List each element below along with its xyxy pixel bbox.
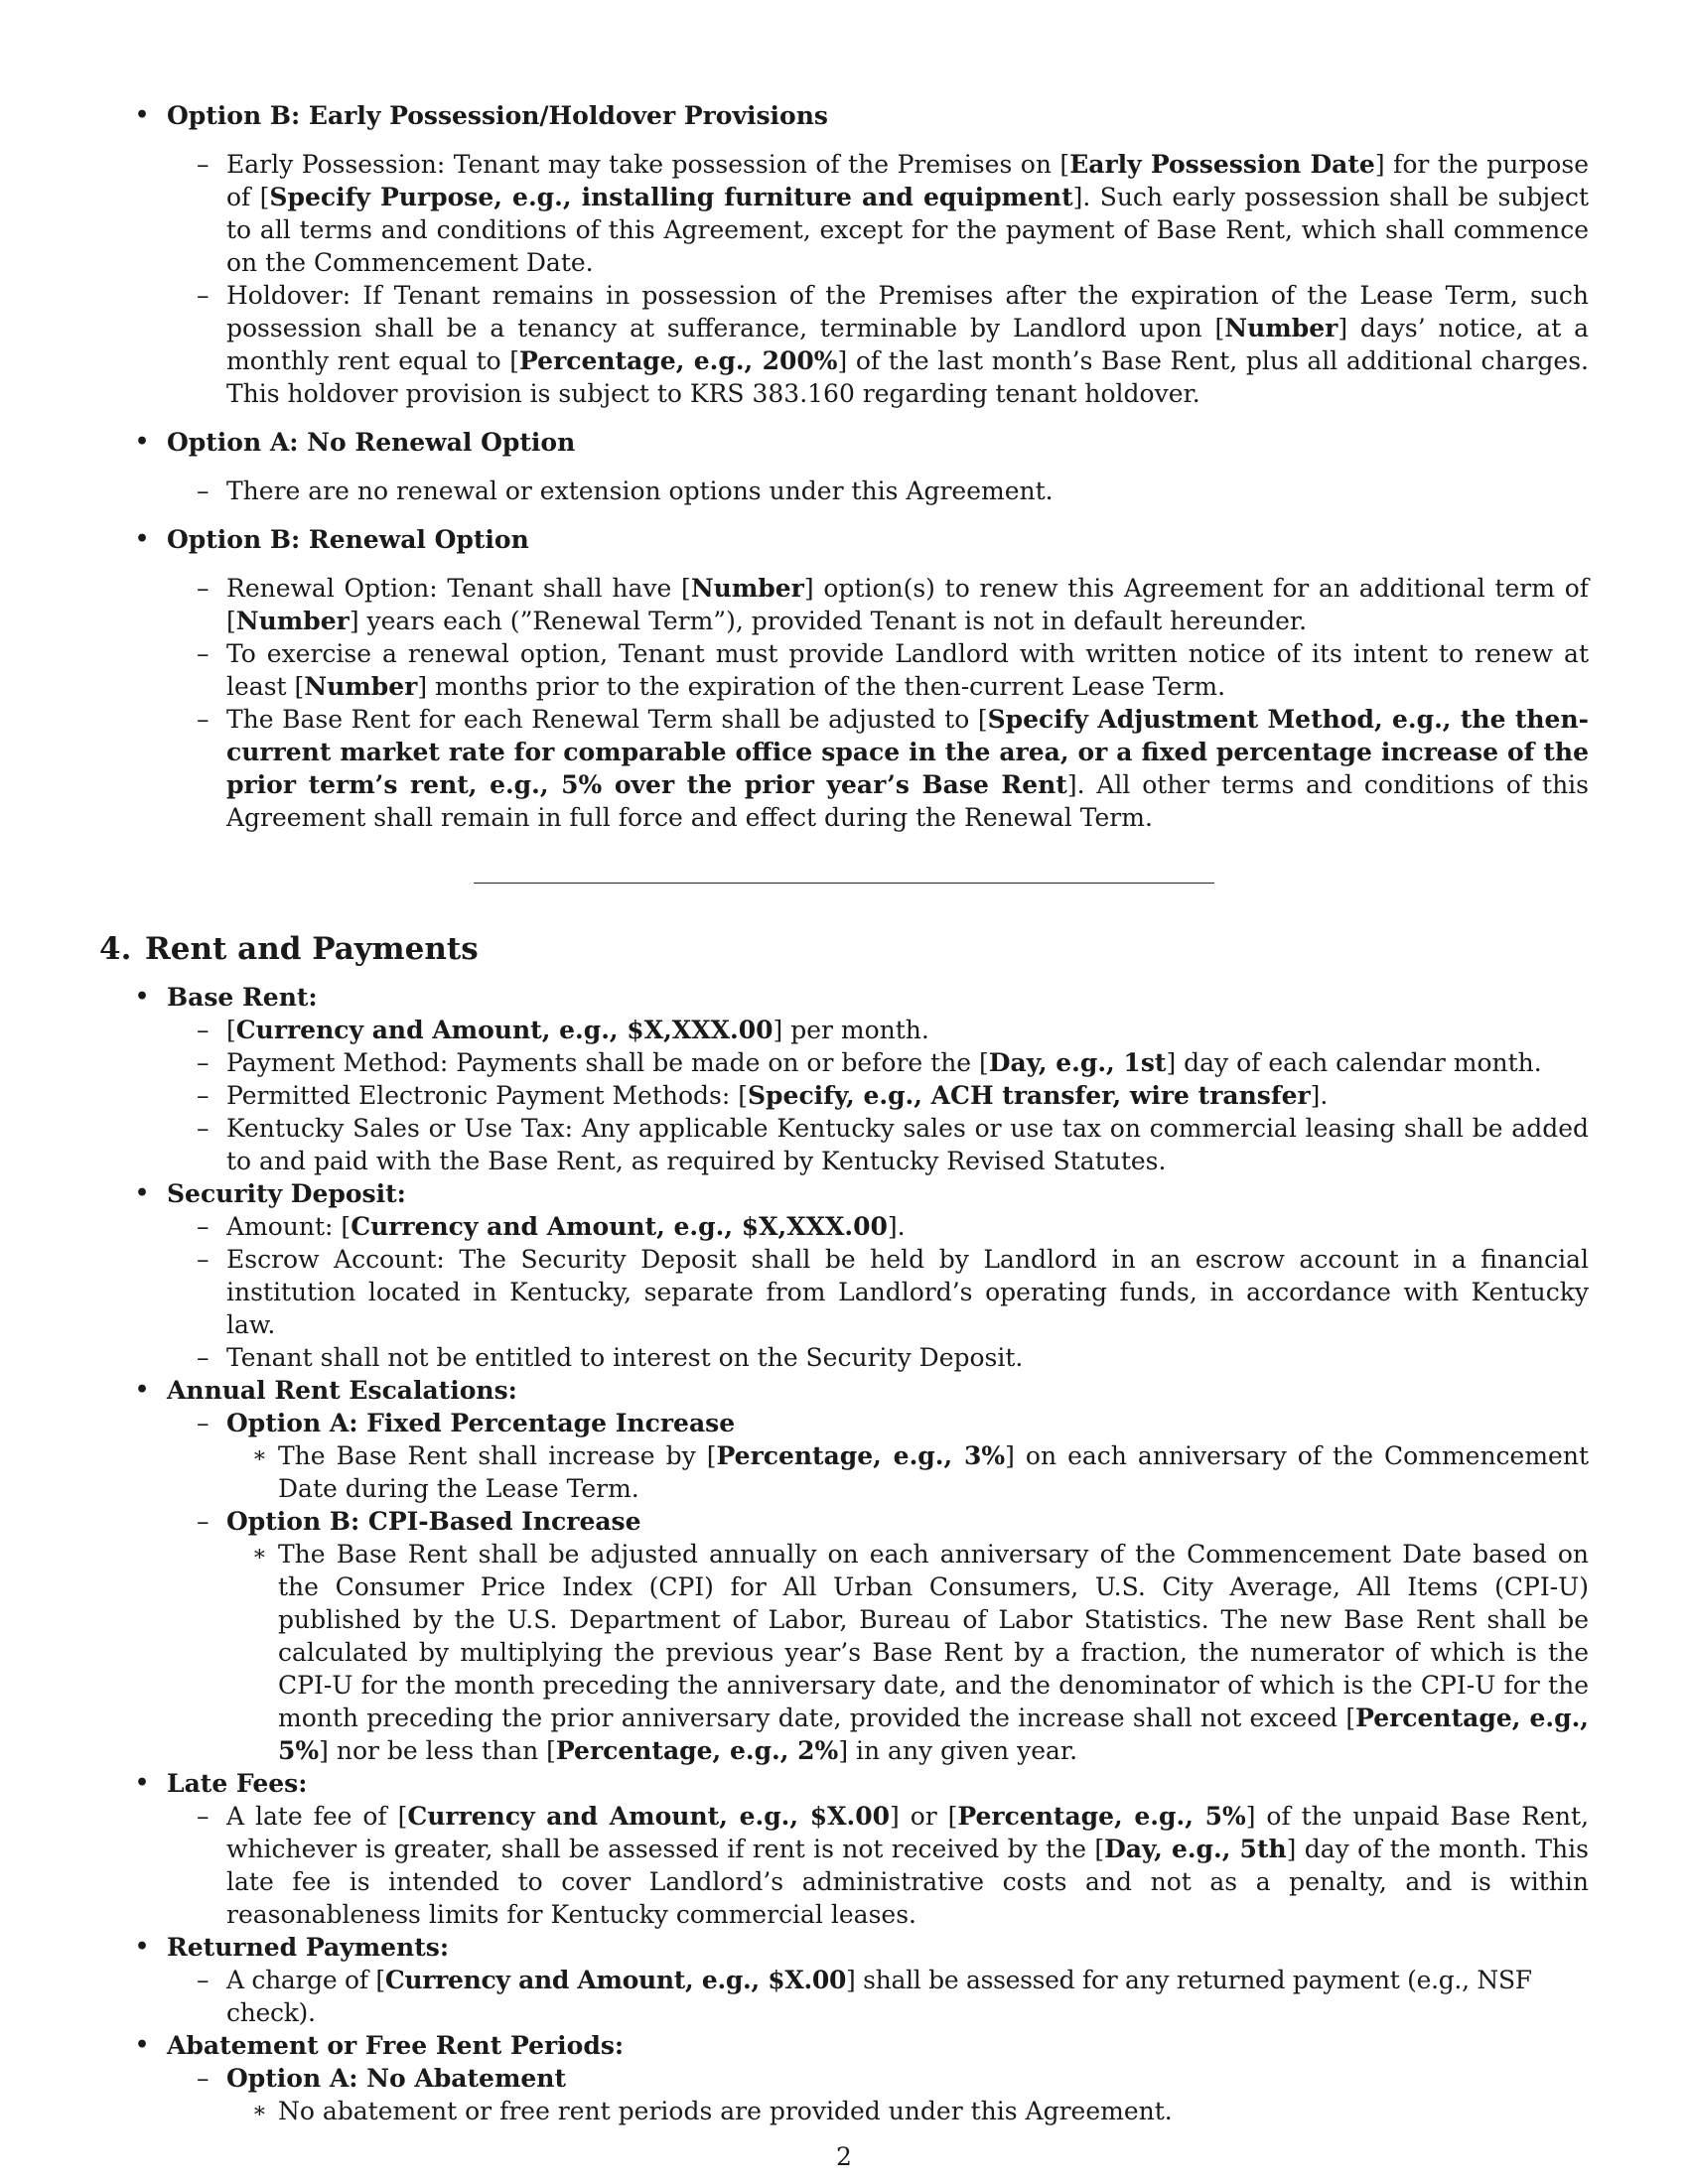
no-abatement-item: ∗ No abatement or free rent periods are provided under this Agreement. — [226, 2095, 1589, 2127]
late-fees-heading: • Late Fees: — [167, 1767, 1589, 1800]
fixed-percentage-option — [167, 1407, 1589, 1505]
security-deposit-heading: • Security Deposit: — [167, 1177, 1589, 1210]
possession-options — [0, 99, 1589, 834]
payment-method-item: – Payment Method: Payments shall be made on or before the [Day, e.g., 1st] day of each calendar month. — [167, 1046, 1589, 1079]
option-b-possession-heading: • Option B: Early Possession/Holdover Provisions — [167, 99, 1589, 132]
electronic-payment-item: – Permitted Electronic Payment Methods: [Specify, e.g., ACH transfer, wire transfer]. — [167, 1079, 1589, 1112]
fixed-percentage-heading: – Option A: Fixed Percentage Increase — [226, 1409, 736, 1437]
no-abatement-heading: – Option A: No Abatement — [226, 2064, 567, 2093]
option-b-renewal — [99, 523, 1589, 834]
deposit-amount-item: – Amount: [Currency and Amount, e.g., $X,XXX.00]. — [167, 1210, 1589, 1243]
option-a-renewal — [99, 426, 1589, 507]
base-rent — [99, 981, 1589, 1177]
abatement-heading: • Abatement or Free Rent Periods: — [167, 2029, 1589, 2062]
base-rent-heading: • Base Rent: — [167, 981, 1589, 1014]
late-fees — [99, 1767, 1589, 1931]
holdover-item: – Holdover: If Tenant remains in possession of the Premises after the expiration of the Lease Term, such possession shall be a tenancy at sufferance, terminable by Landlord upon [Number] days’ notice, at a monthly rent equal to [Percentage, e.g., 200%] of the last month’s Base Rent, plus all additional charges. This holdover provision is subject to KRS 383.160 regarding tenant holdover. — [167, 279, 1589, 410]
section-heading: 4. Rent and Payments — [99, 931, 479, 967]
cpi-item: ∗ The Base Rent shall be adjusted annually on each anniversary of the Commencement Date based on the Consumer Price Index (CPI) for All Urban Consumers, U.S. City Average, All Items (CPI-U) published by the U.S. Department of Labor, Bureau of Labor Statistics. The new Base Rent shall be calculated by multiplying the previous year’s Base Rent by a fraction, the numerator of which is the CPI-U for the month preceding the anniversary date, and the denominator of which is the CPI-U for the month preceding the prior anniversary date, provided the increase shall not exceed [Percentage, e.g., 5%] nor be less than [Percentage, e.g., 2%] in any given year. — [226, 1538, 1589, 1767]
security-deposit — [99, 1177, 1589, 1374]
late-fee-item: – A late fee of [Currency and Amount, e.g., $X.00] or [Percentage, e.g., 5%] of the unpaid Base Rent, whichever is greater, shall be assessed if rent is not received by the [Day, e.g., 5th] day of the month. This late fee is intended to cover Landlord’s administrative costs and not as a penalty, and is within reasonableness limits for Kentucky commercial leases. — [167, 1800, 1589, 1931]
returned-payments — [99, 1931, 1589, 2029]
no-renewal-item: – There are no renewal or extension options under this Agreement. — [167, 475, 1589, 507]
option-a-renewal-heading: • Option A: No Renewal Option — [167, 426, 1589, 459]
option-b-renewal-heading: • Option B: Renewal Option — [167, 523, 1589, 556]
fixed-percentage-item: ∗ The Base Rent shall increase by [Percentage, e.g., 3%] on each anniversary of the Commencement Date during the Lease Term. — [226, 1439, 1589, 1505]
returned-payment-item: – A charge of [Currency and Amount, e.g., $X.00] shall be assessed for any returned payment (e.g., NSF check). — [167, 1964, 1589, 2029]
renewal-option-item: – Renewal Option: Tenant shall have [Number] option(s) to renew this Agreement for an additional term of [Number] years each (”Renewal Term”), provided Tenant is not in default hereunder. — [167, 572, 1589, 637]
abatement — [99, 2029, 1589, 2127]
sales-tax-item: – Kentucky Sales or Use Tax: Any applicable Kentucky sales or use tax on commercial leasing shall be added to and paid with the Base Rent, as required by Kentucky Revised Statutes. — [167, 1112, 1589, 1177]
cpi-heading: – Option B: CPI-Based Increase — [226, 1507, 641, 1536]
horizontal-rule — [474, 883, 1214, 884]
page-number: 2 — [836, 2142, 852, 2171]
base-rent-amount-item: – [Currency and Amount, e.g., $X,XXX.00] per month. — [167, 1014, 1589, 1046]
renewal-rent-adjustment-item: – The Base Rent for each Renewal Term shall be adjusted to [Specify Adjustment Method, e.g., the then-current market rate for comparable office space in the area, or a fixed percentage increase of the prior term’s rent, e.g., 5% over the prior year’s Base Rent]. All other terms and conditions of this Agreement shall remain in full force and effect during the Renewal Term. — [167, 703, 1589, 834]
option-b-possession — [99, 99, 1589, 410]
no-abatement-option — [167, 2062, 1589, 2127]
rent-escalations-heading: • Annual Rent Escalations: — [167, 1374, 1589, 1407]
early-possession-item: – Early Possession: Tenant may take possession of the Premises on [Early Possession Date] for the purpose of [Specify Purpose, e.g., installing furniture and equipment]. Such early possession shall be subject to all terms and conditions of this Agreement, except for the payment of Base Rent, which shall commence on the Commencement Date. — [167, 148, 1589, 279]
cpi-option — [167, 1505, 1589, 1767]
renewal-notice-item: – To exercise a renewal option, Tenant must provide Landlord with written notice of its intent to renew at least [Number] months prior to the expiration of the then-current Lease Term. — [167, 637, 1589, 703]
rent-escalations — [99, 1374, 1589, 1767]
rent-and-payments-list — [0, 981, 1589, 2127]
deposit-interest-item: – Tenant shall not be entitled to interest on the Security Deposit. — [167, 1341, 1589, 1374]
returned-payments-heading: • Returned Payments: — [167, 1931, 1589, 1964]
escrow-account-item: – Escrow Account: The Security Deposit shall be held by Landlord in an escrow account in a financial institution located in Kentucky, separate from Landlord’s operating funds, in accordance with Kentucky law. — [167, 1243, 1589, 1341]
